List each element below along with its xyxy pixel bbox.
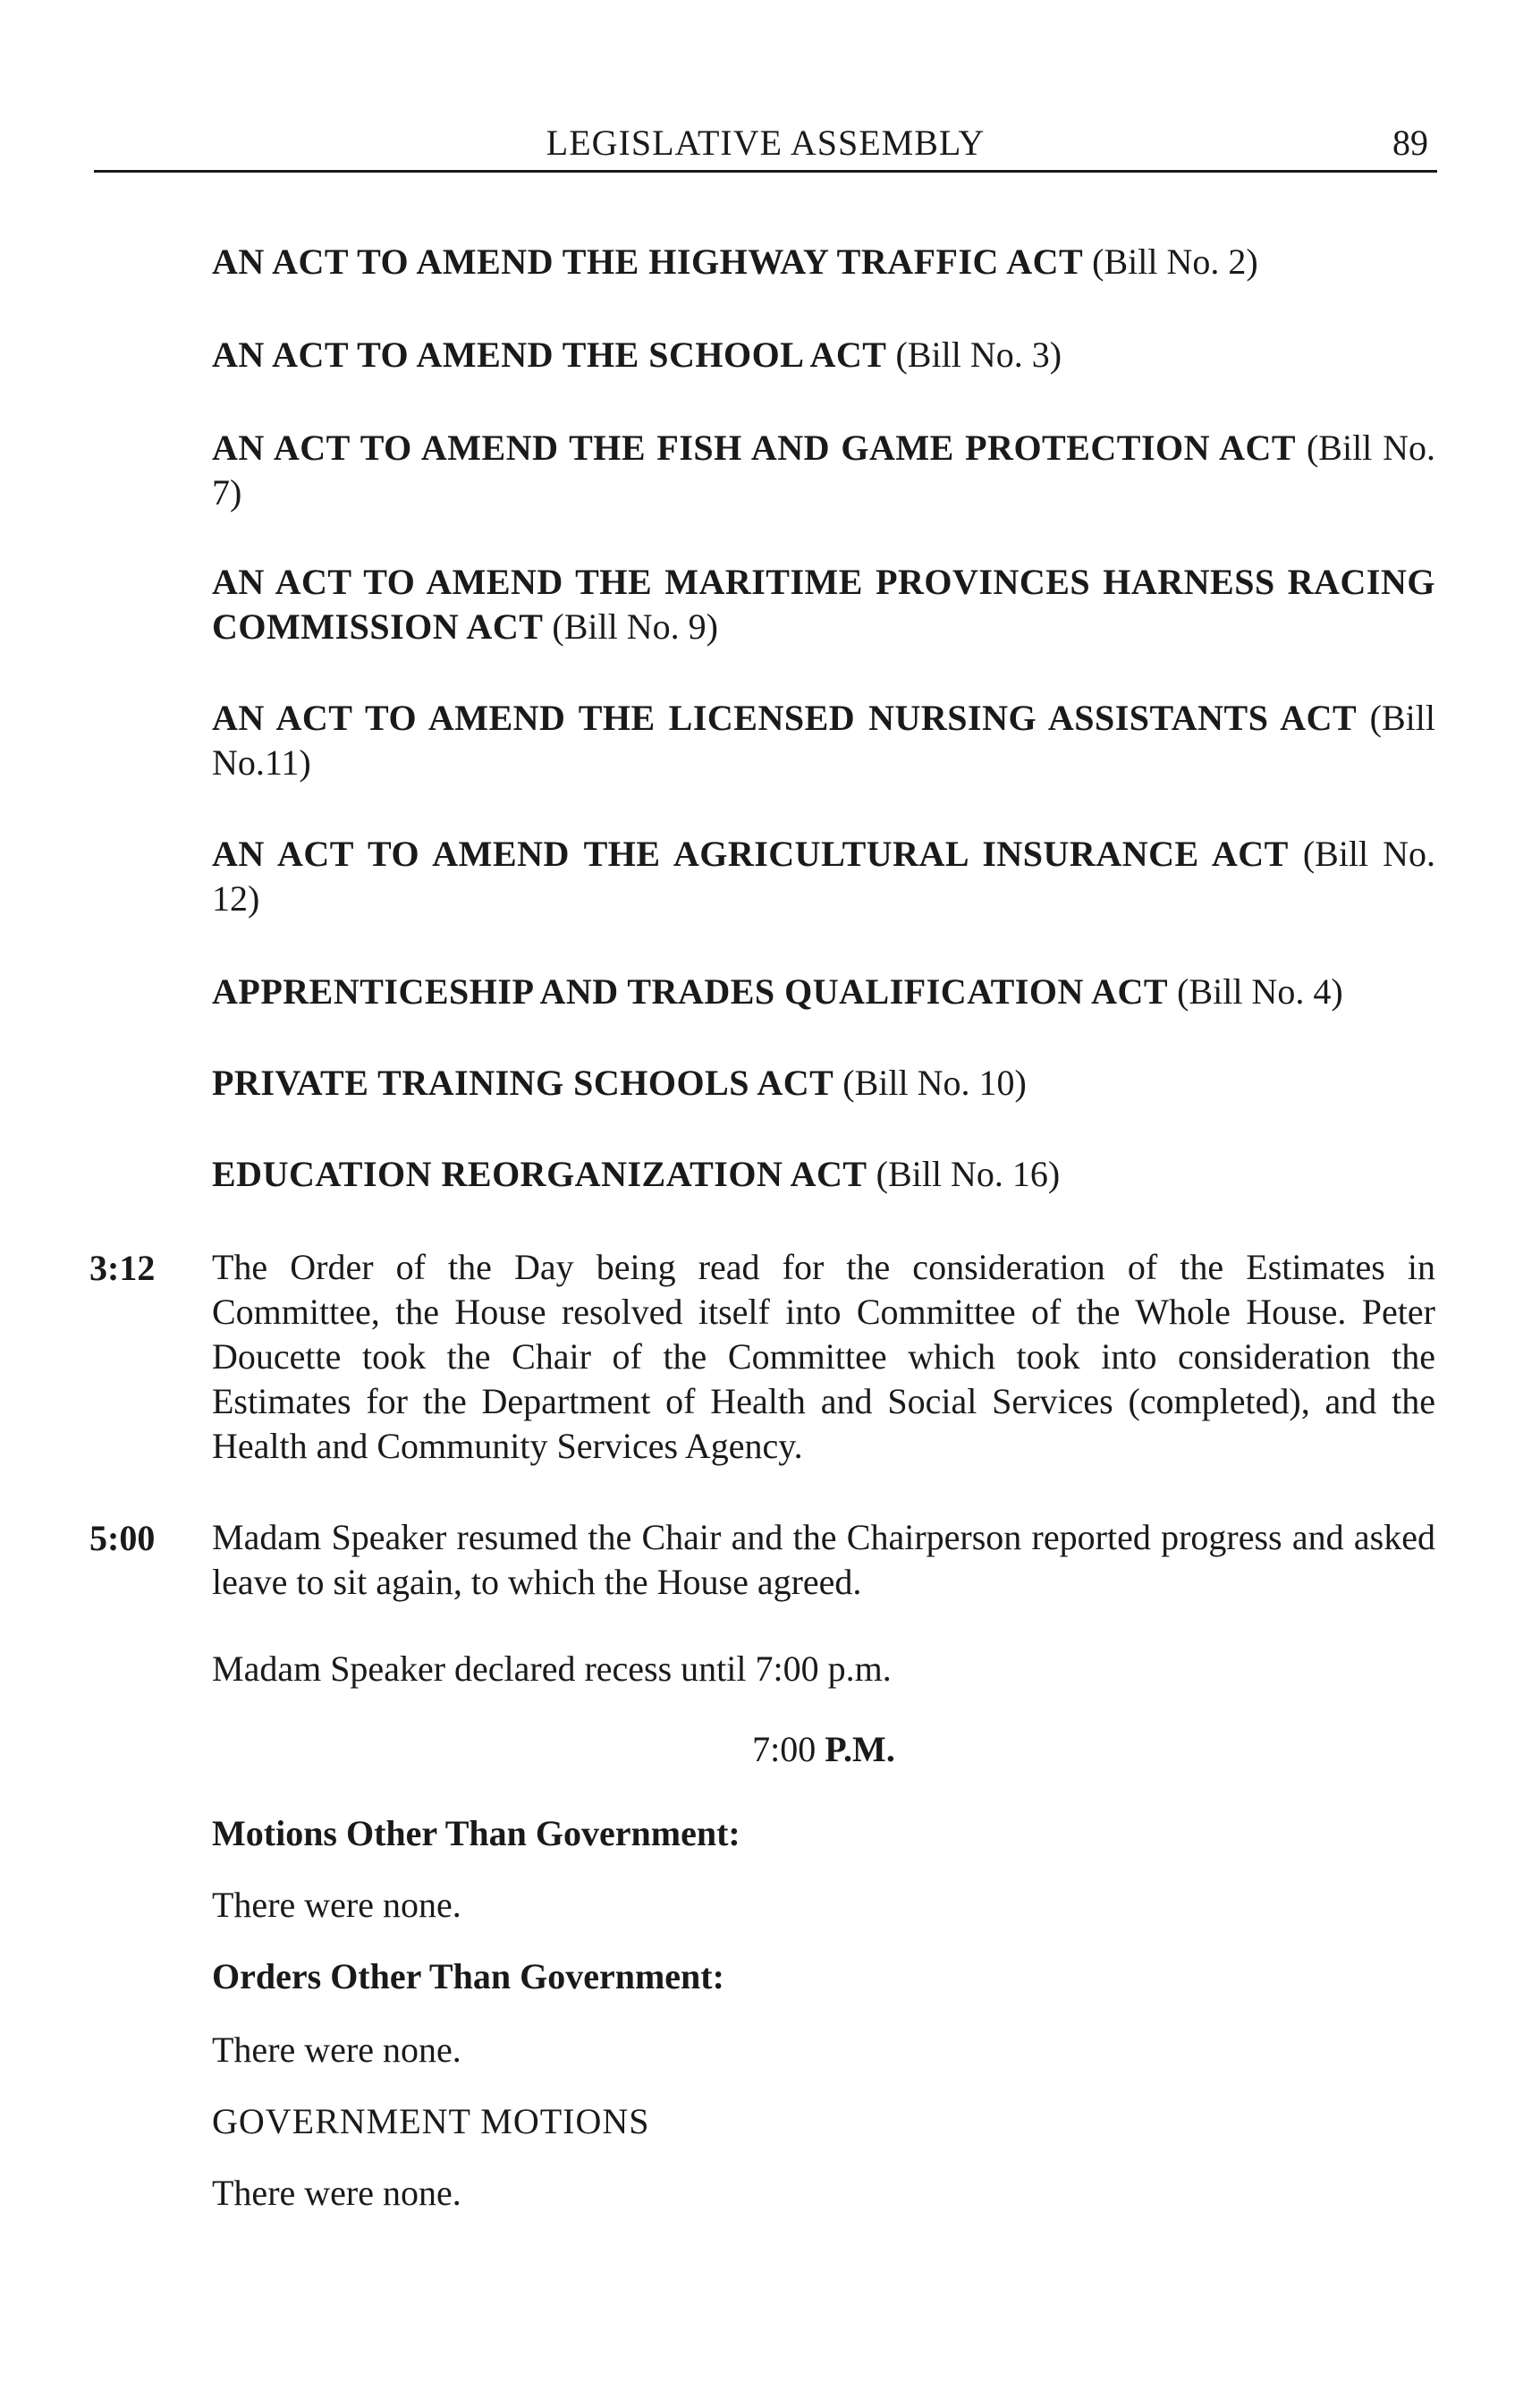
section-body: There were none. bbox=[212, 2030, 461, 2070]
bill-title: AN ACT TO AMEND THE HIGHWAY TRAFFIC ACT bbox=[212, 242, 1084, 282]
bill-title: APPRENTICESHIP AND TRADES QUALIFICATION ACT bbox=[212, 971, 1169, 1012]
bill-entry bbox=[212, 426, 1435, 515]
bill-ref: (Bill No. 12) bbox=[212, 834, 1435, 919]
bill-title: AN ACT TO AMEND THE SCHOOL ACT bbox=[212, 335, 887, 375]
bill-title: AN ACT TO AMEND THE AGRICULTURAL INSURANCE ACT bbox=[212, 834, 1289, 874]
bill-entry bbox=[212, 970, 1435, 1014]
bill-ref: (Bill No. 2) bbox=[1092, 242, 1258, 282]
entry-time: 5:00 bbox=[89, 1518, 156, 1558]
bill-entry bbox=[212, 696, 1435, 785]
section-heading: Motions Other Than Government: bbox=[212, 1813, 740, 1853]
bill-entry bbox=[212, 832, 1435, 921]
bill-ref: (Bill No. 9) bbox=[552, 606, 718, 647]
header-title: LEGISLATIVE ASSEMBLY bbox=[546, 123, 986, 163]
section-body: There were none. bbox=[212, 2173, 461, 2213]
bill-entry bbox=[212, 560, 1435, 649]
bill-entry bbox=[212, 1061, 1435, 1106]
section-body: There were none. bbox=[212, 1885, 461, 1925]
bill-entry bbox=[212, 333, 1435, 377]
page-header bbox=[94, 116, 1437, 173]
bill-ref: (Bill No.11) bbox=[212, 698, 1436, 783]
section-heading: GOVERNMENT MOTIONS bbox=[212, 2101, 650, 2141]
page-number: 89 bbox=[1392, 123, 1428, 163]
bill-entry bbox=[212, 1152, 1435, 1197]
bill-entry bbox=[212, 240, 1435, 284]
bill-title: AN ACT TO AMEND THE LICENSED NURSING ASSISTANTS ACT bbox=[212, 698, 1358, 738]
entry-text: Madam Speaker resumed the Chair and the Chairperson reported progress and asked leave to sit again, to which the House agreed. bbox=[212, 1517, 1435, 1602]
bill-ref: (Bill No. 10) bbox=[842, 1063, 1027, 1103]
bill-title: AN ACT TO AMEND THE MARITIME PROVINCES HARNESS RACING COMMISSION ACT bbox=[212, 562, 1435, 647]
section-heading: Orders Other Than Government: bbox=[212, 1956, 724, 1996]
bill-title: AN ACT TO AMEND THE FISH AND GAME PROTECTION ACT bbox=[212, 428, 1297, 468]
evening-time-number: 7:00 bbox=[752, 1729, 817, 1769]
bill-ref: (Bill No. 7) bbox=[212, 428, 1436, 513]
bill-ref: (Bill No. 16) bbox=[876, 1154, 1061, 1194]
bill-ref: (Bill No. 3) bbox=[895, 335, 1062, 375]
bill-title: PRIVATE TRAINING SCHOOLS ACT bbox=[212, 1063, 834, 1103]
evening-time-suffix: P.M. bbox=[825, 1729, 895, 1769]
bill-title: EDUCATION REORGANIZATION ACT bbox=[212, 1154, 867, 1194]
evening-time-heading bbox=[212, 1728, 1435, 1770]
entry-text: The Order of the Day being read for the consideration of the Estimates in Committee, the House resolved itself into Committee of the Whole House. Peter Doucette took the Chair of the Committee which took into consideration the Estimates for the Department of Health and Social Services (completed), and the Health and Community Services Agency. bbox=[212, 1247, 1435, 1466]
bill-ref: (Bill No. 4) bbox=[1177, 971, 1343, 1012]
recess-note: Madam Speaker declared recess until 7:00 p.m. bbox=[212, 1648, 892, 1689]
entry-time: 3:12 bbox=[89, 1248, 156, 1288]
